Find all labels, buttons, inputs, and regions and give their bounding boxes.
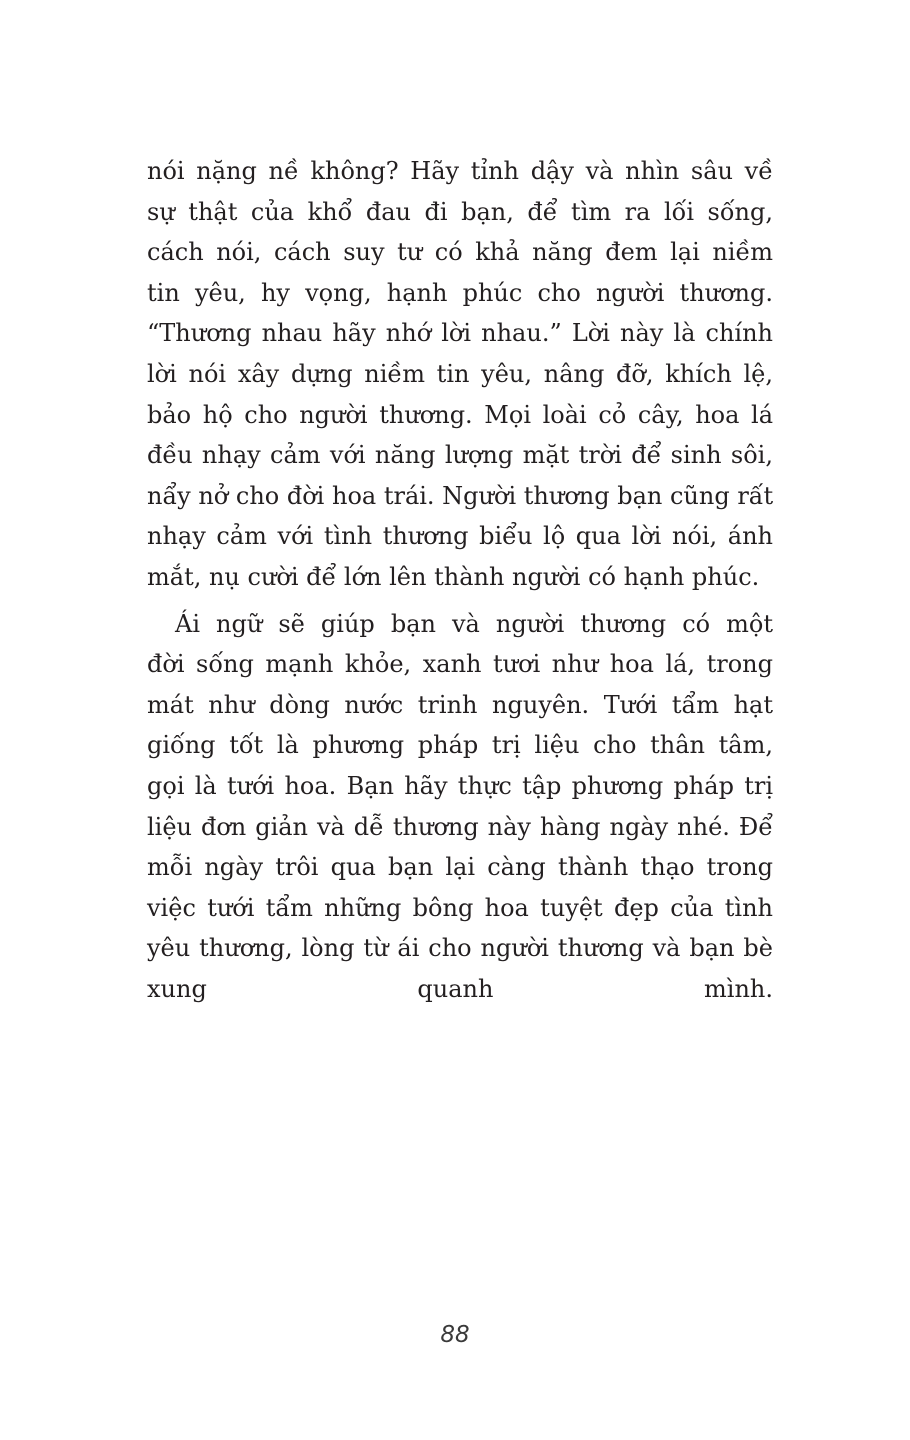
text-line: đời sống mạnh khỏe, xanh tươi như hoa lá, trong <box>147 650 773 679</box>
text-line: mắt, nụ cười để lớn lên thành người có hạnh phúc. <box>147 562 760 591</box>
text-line: gọi là tưới hoa. Bạn hãy thực tập phương pháp trị <box>147 771 773 800</box>
text-line: nẩy nở cho đời hoa trái. Người thương bạn cũng rất <box>147 481 774 510</box>
text-line: việc tưới tẩm những bông hoa tuyệt đẹp của tình <box>147 893 773 922</box>
text-line: mát như dòng nước trinh nguyên. Tưới tẩm hạt <box>147 690 773 719</box>
text-line: tin yêu, hy vọng, hạnh phúc cho người thương. <box>147 278 773 307</box>
text-line: bảo hộ cho người thương. Mọi loài cỏ cây, hoa lá <box>147 400 773 429</box>
text-line: đều nhạy cảm với năng lượng mặt trời để sinh sôi, <box>147 441 773 470</box>
text-line: sự thật của khổ đau đi bạn, để tìm ra lối sống, <box>147 197 773 226</box>
text-line: xung quanh mình. <box>147 974 773 1003</box>
text-line: Ái ngữ sẽ giúp bạn và người thương có một <box>175 609 773 638</box>
text-line: nói nặng nề không? Hãy tỉnh dậy và nhìn sâu về <box>147 157 773 185</box>
paragraph-2 <box>147 604 773 1051</box>
text-line: lời nói xây dựng niềm tin yêu, nâng đỡ, khích lệ, <box>147 359 773 388</box>
body-text <box>147 151 773 1050</box>
text-line: liệu đơn giản và dễ thương này hàng ngày nhé. Để <box>147 812 773 841</box>
text-line: yêu thương, lòng từ ái cho người thương và bạn bè <box>147 934 773 963</box>
paragraph-1 <box>147 151 773 598</box>
text-line: “Thương nhau hãy nhớ lời nhau.” Lời này là chính <box>147 319 773 348</box>
text-line: cách nói, cách suy tư có khả năng đem lại niềm <box>147 238 773 267</box>
page-number: 88 <box>440 1322 470 1348</box>
text-line <box>147 1009 773 1050</box>
text-line: mỗi ngày trôi qua bạn lại càng thành thạo trong <box>147 853 773 882</box>
text-line: giống tốt là phương pháp trị liệu cho thân tâm, <box>147 731 773 760</box>
text-line: nhạy cảm với tình thương biểu lộ qua lời nói, ánh <box>147 522 773 551</box>
